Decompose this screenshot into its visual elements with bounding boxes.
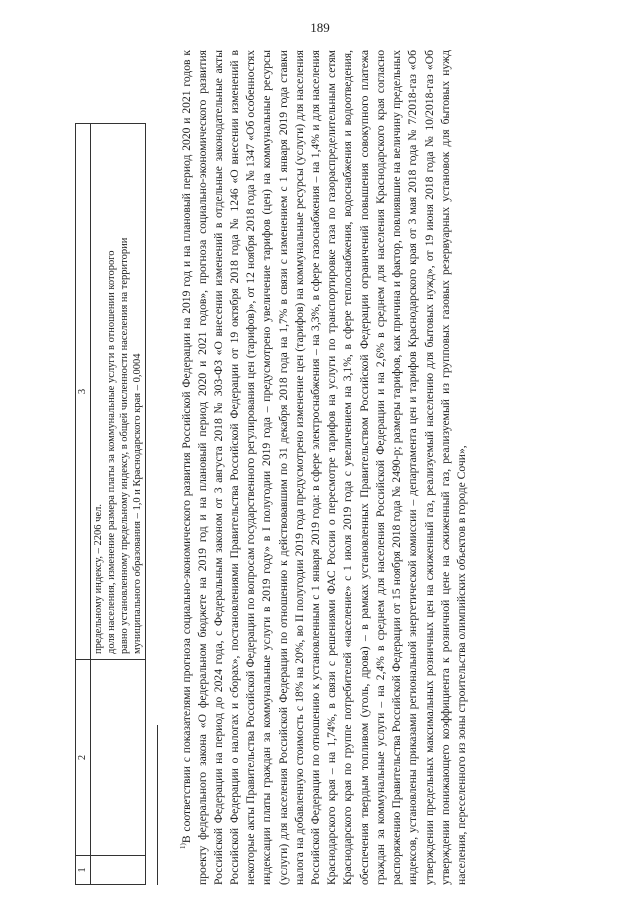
footnote-marker: 1) bbox=[178, 843, 187, 849]
header-cell-1: 1 bbox=[76, 856, 91, 885]
table-header-row bbox=[76, 124, 91, 885]
rotated-content bbox=[75, 50, 545, 885]
footnote-divider bbox=[157, 725, 158, 885]
row-cell-2 bbox=[91, 660, 146, 856]
cell-line: доля населения, изменение размера платы за коммунальные услуги в отношении которого bbox=[106, 250, 117, 654]
footnote-text bbox=[175, 50, 471, 885]
page-number: 189 bbox=[310, 20, 330, 35]
cell-line: муниципального образования – 1,0 и Краснодарского края – 0,0004 bbox=[132, 353, 143, 654]
continuation-table bbox=[75, 123, 146, 885]
row-cell-3 bbox=[91, 124, 146, 660]
cell-line: равно установленному предельному индексу, в общей численности населения на территории bbox=[119, 237, 130, 654]
header-cell-2: 2 bbox=[76, 660, 91, 856]
table-row bbox=[91, 124, 146, 885]
footnote-body: В соответствии с показателями прогноза социально-экономического развития Российской Федерации на 2019 год и на плановый период 2020 и 2021 годов к проекту федерального закона «О федеральном бюджете на 2019 год и на плановый период 2020 и 2021 годов», прогноза социально-экономического развития Российской Федерации на период до 2024 года, с Федеральным законом от 3 августа 2018 № 303-ФЗ «О внесении изменений в отдельные законодательные акты Российской Федерации о налогах и сборах», постановлениями Правительства Российской Федерации от 19 октября 2018 года № 1246 «О внесении изменений в некоторые акты Правительства Российской Федерации по вопросам государственного регулирования цен (тарифов)», от 12 ноября 2018 года № 1347 «Об особенностях индексации платы граждан за коммунальные услуги в 2019 году» в I полугодии 2019 года – предусмотрено увеличение тарифов (цен) на коммунальные ресурсы (услуги) для населения Российской Федерации по отношению к действовавшим по 31 декабря 2018 года на 1,7% в связи с изменением с 1 января 2019 года ставки налога на добавленную стоимость с 18% на 20%, во II полугодии 2019 года предусмотрено изменение цен (тарифов) на коммунальные ресурсы (услуги) для населения Российской Федерации по отношению к установленным с 1 января 2019 года: в сфере электроснабжения – на 3,3%, в сфере газоснабжения – на 1,4% и для населения Краснодарского края – на 1,74%, в связи с решениями ФАС России о пересмотре тарифов на услуги по транспортировке газа по газораспределительным сетям Краснодарского края по группе потребителей «население» с 1 июля 2019 года с увеличением на 3,1%, в сфере теплоснабжения, водоснабжения и водоотведения, обеспечения твердым топливом (уголь, дрова) – в рамках установленных Правительством Российской Федерации ограничений повышения совокупного платежа граждан за коммунальные услуги – на 2,4% в среднем для населения Российской Федерации и на 2,6% в среднем для населения Краснодарского края согласно распоряжению Правительства Российской Федерации от 15 ноября 2018 года № 2490-р; размеры тарифов, как причина и фактор, повлиявшие на величину предельных индексов, установлены приказами региональной энергетической комиссии – департамента цен и тарифов Краснодарского края от 3 мая 2018 года № 7/2018-газ «Об утверждении предельных максимальных розничных цен на сжиженный газ, реализуемый населению для бытовых нужд», от 19 июня 2018 года № 10/2018-газ «Об утверждении понижающего коэффициента к розничной цене на сжиженный газ, реализуемый из групповых газовых резервуарных установок для бытовых нужд населения, переселенного из зоны строительства олимпийских объектов в городе Сочи», bbox=[179, 50, 468, 885]
header-cell-3: 3 bbox=[76, 124, 91, 660]
cell-line: предельному индексу, – 2206 чел. bbox=[93, 504, 104, 654]
row-cell-1 bbox=[91, 856, 146, 885]
